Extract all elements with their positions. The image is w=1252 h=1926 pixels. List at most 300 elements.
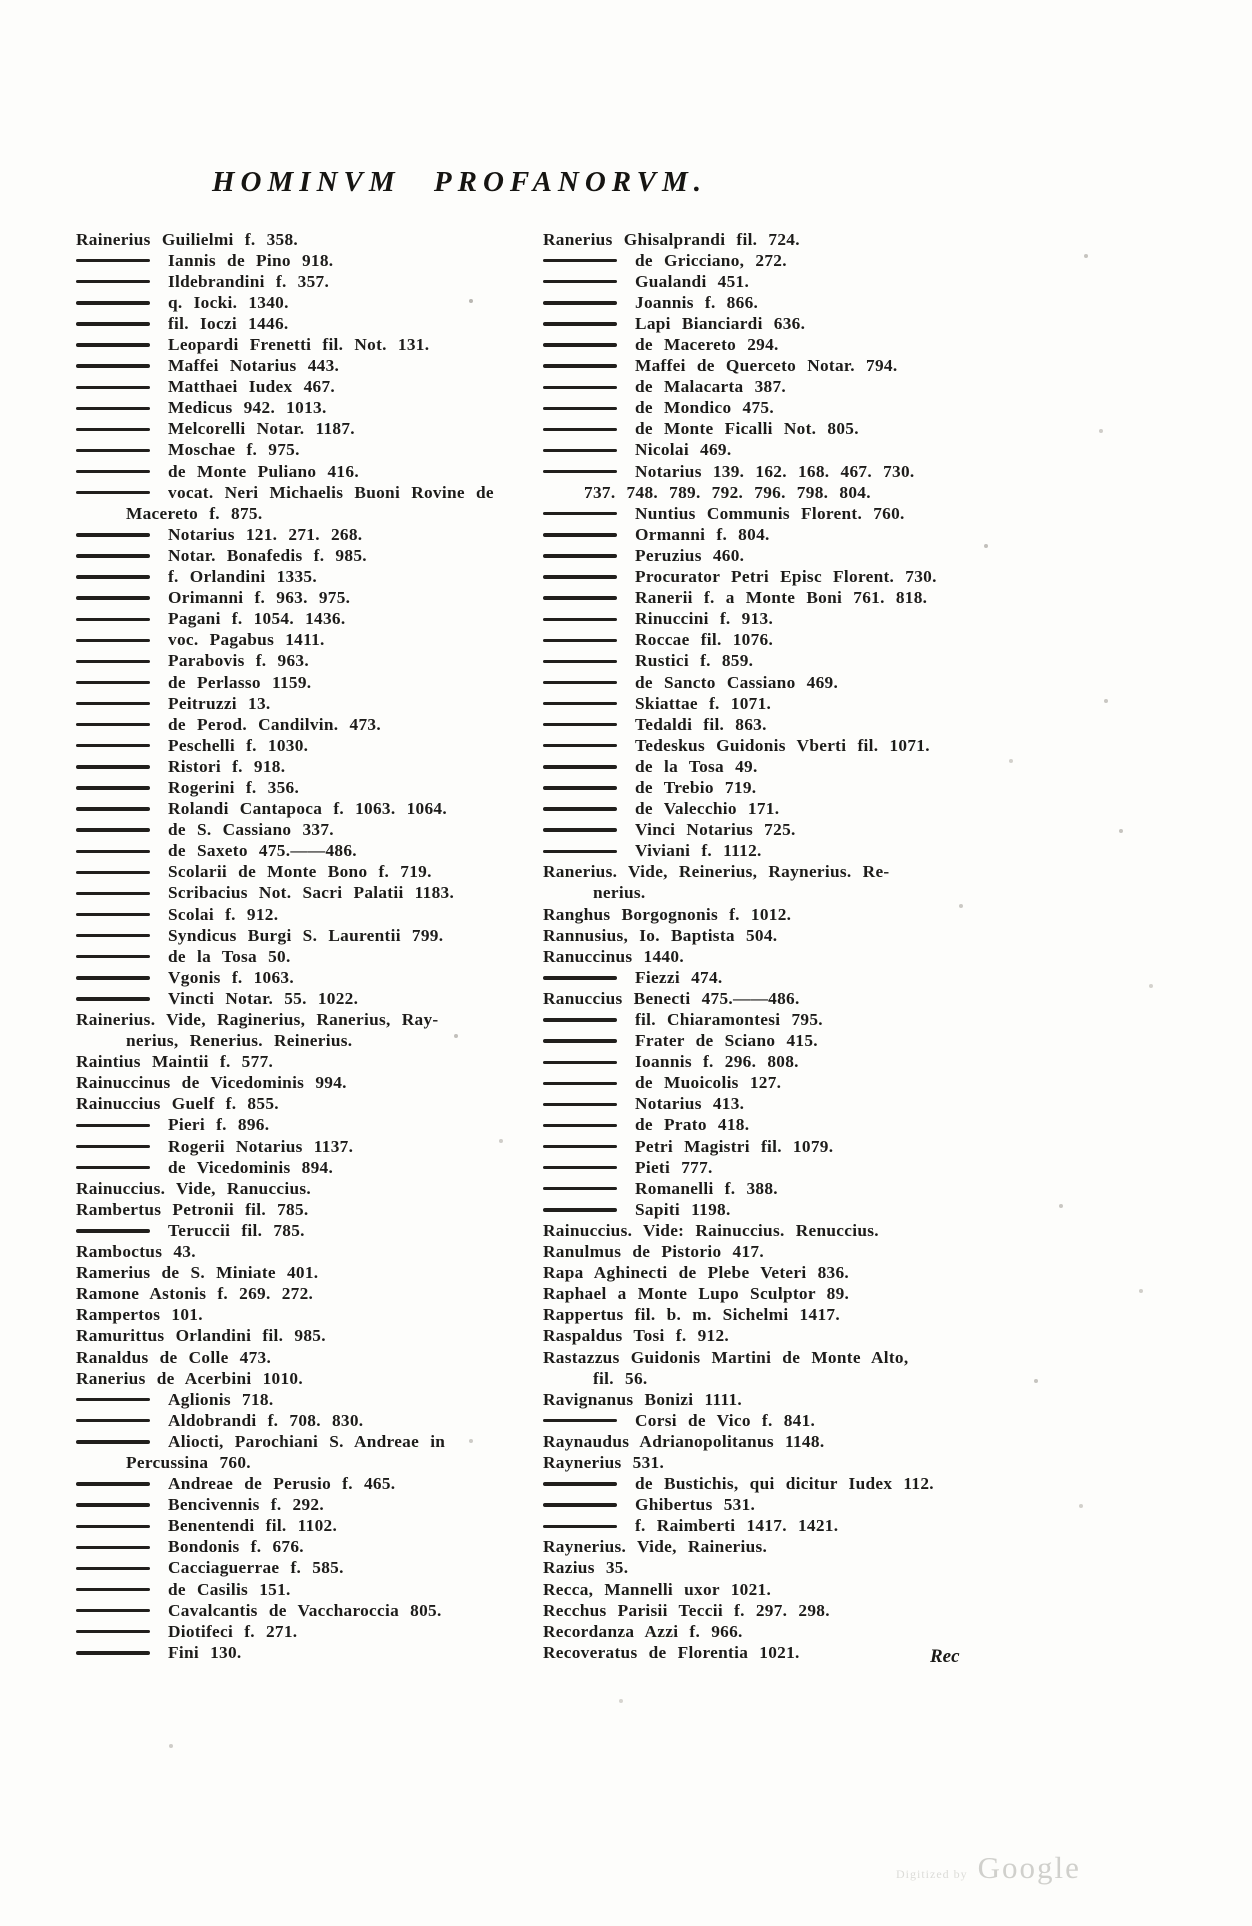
ditto-dash — [76, 639, 150, 642]
entry-text: Aldobrandi f. 708. 830. — [168, 1410, 364, 1430]
entry-text: Bencivennis f. 292. — [168, 1495, 324, 1515]
entry-text: Ioannis f. 296. 808. — [635, 1052, 799, 1072]
entry-text: Ravignanus Bonizi 1111. — [543, 1389, 743, 1409]
ditto-dash — [76, 1588, 150, 1591]
index-entry — [76, 271, 576, 292]
index-entry — [76, 1431, 576, 1452]
ditto-dash — [76, 765, 150, 768]
entry-text: Ramboctus 43. — [76, 1242, 196, 1262]
entry-text: Raintius Maintii f. 577. — [76, 1052, 274, 1072]
entry-text: Peruzius 460. — [635, 545, 745, 565]
ditto-dash — [543, 639, 617, 642]
entry-text: Recca, Mannelli uxor 1021. — [543, 1579, 772, 1599]
entry-text: 737. 748. 789. 792. 796. 798. 804. — [584, 482, 871, 502]
entry-text: Raynerius 531. — [543, 1452, 665, 1472]
index-entry — [543, 1199, 1043, 1220]
entry-text: Rappertus fil. b. m. Sichelmi 1417. — [543, 1305, 840, 1325]
entry-text: Ranuccius Benecti 475.——486. — [543, 988, 800, 1008]
index-entry — [543, 377, 1043, 398]
entry-text: Cavalcantis de Vaccharoccia 805. — [168, 1600, 442, 1620]
ditto-dash — [543, 554, 617, 557]
ditto-dash — [76, 976, 150, 979]
ditto-dash — [76, 913, 150, 916]
ditto-dash — [76, 850, 150, 853]
ditto-dash — [76, 575, 150, 578]
index-column-left — [76, 229, 576, 1663]
entry-text: Rainuccius Guelf f. 855. — [76, 1094, 279, 1114]
entry-text: voc. Pagabus 1411. — [168, 630, 325, 650]
index-entry — [543, 1368, 1043, 1389]
ditto-dash — [76, 1166, 150, 1169]
index-entry — [76, 735, 576, 756]
ditto-dash — [543, 470, 617, 473]
ditto-dash — [76, 386, 150, 389]
entry-text: Ranerius de Acerbini 1010. — [76, 1368, 303, 1388]
entry-text: Ormanni f. 804. — [635, 524, 770, 544]
ditto-dash — [76, 343, 150, 346]
ditto-dash — [76, 744, 150, 747]
entry-text: Skiattae f. 1071. — [635, 693, 772, 713]
entry-text: Cacciaguerrae f. 585. — [168, 1558, 344, 1578]
entry-text: Rastazzus Guidonis Martini de Monte Alto, — [543, 1347, 909, 1367]
index-entry — [76, 1495, 576, 1516]
index-entry — [543, 1263, 1043, 1284]
index-entry — [543, 1284, 1043, 1305]
entry-text: de Bustichis, qui dicitur Iudex 112. — [635, 1474, 934, 1494]
entry-text: Frater de Sciano 415. — [635, 1031, 818, 1051]
index-entry — [76, 1558, 576, 1579]
index-column-right — [543, 229, 1043, 1663]
index-entry — [543, 1009, 1043, 1030]
index-entry — [76, 250, 576, 271]
entry-text: Ramerius de S. Miniate 401. — [76, 1263, 319, 1283]
ditto-dash — [543, 343, 617, 346]
index-entry — [543, 630, 1043, 651]
index-entry — [76, 503, 576, 524]
index-entry — [543, 1242, 1043, 1263]
entry-text: Tedaldi fil. 863. — [635, 714, 767, 734]
index-entry — [76, 672, 576, 693]
index-entry — [543, 1220, 1043, 1241]
entry-text: Orimanni f. 963. 975. — [168, 588, 351, 608]
index-entry — [543, 1600, 1043, 1621]
entry-text: Romanelli f. 388. — [635, 1178, 778, 1198]
index-entry — [76, 1157, 576, 1178]
ditto-dash — [76, 681, 150, 684]
index-entry — [543, 1558, 1043, 1579]
index-entry — [76, 567, 576, 588]
entry-text: Ranuccinus 1440. — [543, 946, 684, 966]
ditto-dash — [543, 322, 617, 325]
index-entry — [543, 419, 1043, 440]
ditto-dash — [76, 449, 150, 452]
index-entry — [76, 1305, 576, 1326]
entry-text: Vincti Notar. 55. 1022. — [168, 988, 359, 1008]
ditto-dash — [543, 1482, 617, 1485]
index-entry — [543, 1157, 1043, 1178]
entry-text: Rampertos 101. — [76, 1305, 203, 1325]
entry-text: Lapi Bianciardi 636. — [635, 313, 806, 333]
ditto-dash — [543, 1018, 617, 1021]
index-entry — [543, 1347, 1043, 1368]
entry-text: Melcorelli Notar. 1187. — [168, 419, 355, 439]
index-entry — [543, 988, 1043, 1009]
entry-text: Nuntius Communis Florent. 760. — [635, 503, 905, 523]
entry-text: Ranerii f. a Monte Boni 761. 818. — [635, 588, 928, 608]
entry-text: Rambertus Petronii fil. 785. — [76, 1199, 309, 1219]
ditto-dash — [76, 702, 150, 705]
index-entry — [76, 1474, 576, 1495]
index-entry — [543, 904, 1043, 925]
ditto-dash — [76, 723, 150, 726]
entry-text: de la Tosa 50. — [168, 946, 291, 966]
google-watermark — [896, 1850, 1081, 1886]
index-entry — [543, 693, 1043, 714]
ditto-dash — [76, 1440, 150, 1443]
ditto-dash — [76, 1145, 150, 1148]
index-entry — [543, 1452, 1043, 1473]
index-entry — [543, 1305, 1043, 1326]
entry-text: Peitruzzi 13. — [168, 693, 271, 713]
entry-text: Bondonis f. 676. — [168, 1537, 304, 1557]
page-title: HOMINVM PROFANORVM. — [212, 166, 707, 198]
entry-text: de Saxeto 475.——486. — [168, 841, 357, 861]
entry-text: Tedeskus Guidonis Vberti fil. 1071. — [635, 735, 930, 755]
entry-text: Rinuccini f. 913. — [635, 609, 774, 629]
entry-text: Ranerius. Vide, Reinerius, Raynerius. Re- — [543, 862, 890, 882]
ditto-dash — [543, 1061, 617, 1064]
index-entry — [76, 799, 576, 820]
scan-noise-specks — [0, 0, 2, 2]
index-entry — [543, 1537, 1043, 1558]
entry-text: de S. Cassiano 337. — [168, 820, 334, 840]
index-entry — [76, 946, 576, 967]
ditto-dash — [543, 259, 617, 262]
entry-text: Moschae f. 975. — [168, 440, 300, 460]
index-entry — [543, 356, 1043, 377]
entry-text: Maffei de Querceto Notar. 794. — [635, 356, 898, 376]
index-entry — [76, 820, 576, 841]
entry-text: de Trebio 719. — [635, 777, 757, 797]
index-entry — [543, 1094, 1043, 1115]
watermark-google-logo: Google — [977, 1850, 1081, 1885]
index-entry — [543, 588, 1043, 609]
ditto-dash — [543, 723, 617, 726]
index-entry — [76, 1642, 576, 1663]
entry-text: Scribacius Not. Sacri Palatii 1183. — [168, 883, 455, 903]
index-entry — [76, 1410, 576, 1431]
index-entry — [543, 841, 1043, 862]
ditto-dash — [543, 660, 617, 663]
entry-text: Roccae fil. 1076. — [635, 630, 774, 650]
ditto-dash — [76, 1546, 150, 1549]
ditto-dash — [543, 512, 617, 515]
entry-text: Corsi de Vico f. 841. — [635, 1410, 816, 1430]
entry-text: Leopardi Frenetti fil. Not. 131. — [168, 335, 430, 355]
index-entry — [543, 440, 1043, 461]
entry-text: f. Raimberti 1417. 1421. — [635, 1516, 839, 1536]
ditto-dash — [76, 1482, 150, 1485]
index-entry — [543, 1115, 1043, 1136]
entry-text: Percussina 760. — [126, 1452, 251, 1472]
entry-text: Pieri f. 896. — [168, 1115, 270, 1135]
index-entry — [543, 672, 1043, 693]
index-entry — [543, 883, 1043, 904]
entry-text: Peschelli f. 1030. — [168, 735, 309, 755]
ditto-dash — [76, 1609, 150, 1612]
ditto-dash — [76, 1651, 150, 1654]
entry-text: Petri Magistri fil. 1079. — [635, 1136, 834, 1156]
ditto-dash — [543, 1419, 617, 1422]
entry-text: Rapa Aghinecti de Plebe Veteri 836. — [543, 1263, 850, 1283]
index-entry — [76, 1178, 576, 1199]
index-entry — [76, 1220, 576, 1241]
entry-text: fil. 56. — [593, 1368, 648, 1388]
index-entry — [76, 1368, 576, 1389]
ditto-dash — [543, 786, 617, 789]
index-entry — [543, 925, 1043, 946]
index-entry — [543, 946, 1043, 967]
index-entry — [76, 651, 576, 672]
index-entry — [76, 609, 576, 630]
index-entry — [543, 1621, 1043, 1642]
ditto-dash — [543, 744, 617, 747]
ditto-dash — [543, 765, 617, 768]
ditto-dash — [543, 386, 617, 389]
entry-text: Rainuccius. Vide: Rainuccius. Renuccius. — [543, 1220, 879, 1240]
index-entry — [543, 1073, 1043, 1094]
entry-text: Pagani f. 1054. 1436. — [168, 609, 346, 629]
ditto-dash — [76, 280, 150, 283]
entry-text: Rainuccinus de Vicedominis 994. — [76, 1073, 347, 1093]
entry-text: Viviani f. 1112. — [635, 841, 762, 861]
ditto-dash — [543, 1039, 617, 1042]
entry-text: Notarius 413. — [635, 1094, 745, 1114]
index-entry — [76, 1242, 576, 1263]
ditto-dash — [543, 1208, 617, 1211]
ditto-dash — [543, 807, 617, 810]
ditto-dash — [76, 807, 150, 810]
index-entry — [76, 1073, 576, 1094]
index-entry — [543, 735, 1043, 756]
index-entry — [543, 545, 1043, 566]
ditto-dash — [543, 407, 617, 410]
ditto-dash — [543, 533, 617, 536]
entry-text: Ranulmus de Pistorio 417. — [543, 1242, 764, 1262]
entry-text: Andreae de Perusio f. 465. — [168, 1474, 396, 1494]
ditto-dash — [76, 1124, 150, 1127]
index-entry — [76, 1115, 576, 1136]
entry-text: Rogerini f. 356. — [168, 777, 300, 797]
index-entry — [76, 334, 576, 355]
index-entry — [76, 461, 576, 482]
ditto-dash — [76, 1525, 150, 1528]
index-entry — [543, 1495, 1043, 1516]
index-entry — [543, 334, 1043, 355]
entry-text: Notarius 121. 271. 268. — [168, 524, 363, 544]
index-entry — [76, 588, 576, 609]
ditto-dash — [76, 828, 150, 831]
entry-text: Rainuccius. Vide, Ranuccius. — [76, 1178, 312, 1198]
ditto-dash — [543, 850, 617, 853]
index-entry — [76, 862, 576, 883]
index-entry — [76, 1199, 576, 1220]
entry-text: de Monte Puliano 416. — [168, 461, 359, 481]
entry-text: Vgonis f. 1063. — [168, 967, 294, 987]
entry-text: Scolai f. 912. — [168, 904, 279, 924]
ditto-dash — [76, 934, 150, 937]
index-entry — [76, 1326, 576, 1347]
index-entry — [543, 398, 1043, 419]
entry-text: Ristori f. 918. — [168, 756, 286, 776]
ditto-dash — [76, 301, 150, 304]
ditto-dash — [76, 554, 150, 557]
ditto-dash — [543, 1082, 617, 1085]
entry-text: de Mondico 475. — [635, 398, 774, 418]
ditto-dash — [543, 702, 617, 705]
index-entry — [543, 1136, 1043, 1157]
entry-text: Ranaldus de Colle 473. — [76, 1347, 272, 1367]
index-entry — [543, 1431, 1043, 1452]
ditto-dash — [543, 1124, 617, 1127]
ditto-dash — [76, 660, 150, 663]
entry-text: Sapiti 1198. — [635, 1199, 731, 1219]
entry-text: nerius. — [593, 883, 646, 903]
index-entry — [543, 313, 1043, 334]
entry-text: Ildebrandini f. 357. — [168, 271, 330, 291]
index-entry — [76, 292, 576, 313]
index-entry — [543, 482, 1043, 503]
ditto-dash — [543, 449, 617, 452]
entry-text: Syndicus Burgi S. Laurentii 799. — [168, 925, 444, 945]
entry-text: Notarius 139. 162. 168. 467. 730. — [635, 461, 915, 481]
index-entry — [543, 1516, 1043, 1537]
index-entry — [543, 1642, 1043, 1663]
index-entry — [76, 545, 576, 566]
index-entry — [543, 609, 1043, 630]
index-entry — [76, 419, 576, 440]
ditto-dash — [76, 596, 150, 599]
entry-text: Teruccii fil. 785. — [168, 1220, 305, 1240]
ditto-dash — [543, 976, 617, 979]
entry-text: fil. Chiaramontesi 795. — [635, 1010, 823, 1030]
entry-text: de Vicedominis 894. — [168, 1157, 334, 1177]
index-entry — [76, 1031, 576, 1052]
entry-text: Raynerius. Vide, Rainerius. — [543, 1537, 768, 1557]
index-entry — [76, 1263, 576, 1284]
index-entry — [76, 693, 576, 714]
index-entry — [76, 1452, 576, 1473]
entry-text: Ramurittus Orlandini fil. 985. — [76, 1326, 326, 1346]
index-entry — [543, 862, 1043, 883]
index-entry — [76, 883, 576, 904]
index-entry — [76, 714, 576, 735]
ditto-dash — [543, 575, 617, 578]
index-entry — [543, 1474, 1043, 1495]
entry-text: Raphael a Monte Lupo Sculptor 89. — [543, 1284, 850, 1304]
index-entry — [76, 1009, 576, 1030]
ditto-dash — [76, 1398, 150, 1401]
entry-text: Benentendi fil. 1102. — [168, 1516, 338, 1536]
entry-text: Maffei Notarius 443. — [168, 356, 340, 376]
index-entry — [543, 1178, 1043, 1199]
index-entry — [76, 356, 576, 377]
entry-text: Macereto f. 875. — [126, 503, 263, 523]
ditto-dash — [543, 1145, 617, 1148]
index-entry — [76, 482, 576, 503]
entry-text: Vinci Notarius 725. — [635, 820, 796, 840]
entry-text: Rolandi Cantapoca f. 1063. 1064. — [168, 799, 447, 819]
index-entry — [543, 503, 1043, 524]
ditto-dash — [543, 280, 617, 283]
entry-text: Fini 130. — [168, 1642, 242, 1662]
ditto-dash — [76, 533, 150, 536]
entry-text: f. Orlandini 1335. — [168, 567, 317, 587]
index-entry — [543, 250, 1043, 271]
entry-text: de Perod. Candilvin. 473. — [168, 714, 381, 734]
entry-text: Medicus 942. 1013. — [168, 398, 327, 418]
index-entry — [76, 1136, 576, 1157]
index-entry — [543, 651, 1043, 672]
index-entry — [76, 398, 576, 419]
index-entry — [76, 377, 576, 398]
entry-text: Matthaei Iudex 467. — [168, 377, 336, 397]
index-entry — [543, 524, 1043, 545]
entry-text: de la Tosa 49. — [635, 756, 758, 776]
index-entry — [76, 1579, 576, 1600]
entry-text: de Perlasso 1159. — [168, 672, 312, 692]
entry-text: Rogerii Notarius 1137. — [168, 1136, 354, 1156]
entry-text: de Macereto 294. — [635, 335, 779, 355]
entry-text: Notar. Bonafedis f. 985. — [168, 545, 367, 565]
entry-text: Ranerius Ghisalprandi fil. 724. — [543, 229, 800, 249]
ditto-dash — [543, 1103, 617, 1106]
ditto-dash — [76, 491, 150, 494]
entry-text: Procurator Petri Episc Florent. 730. — [635, 567, 937, 587]
index-entry — [76, 1284, 576, 1305]
index-entry — [76, 313, 576, 334]
index-entry — [543, 1410, 1043, 1431]
ditto-dash — [76, 1630, 150, 1633]
entry-text: Aliocti, Parochiani S. Andreae in — [168, 1431, 446, 1451]
index-entry — [543, 1326, 1043, 1347]
ditto-dash — [543, 1503, 617, 1506]
index-entry — [543, 756, 1043, 777]
index-entry — [76, 1347, 576, 1368]
watermark-digitized-label: Digitized by — [896, 1867, 968, 1881]
ditto-dash — [76, 871, 150, 874]
index-entry — [76, 1600, 576, 1621]
index-entry — [543, 777, 1043, 798]
index-entry — [543, 461, 1043, 482]
ditto-dash — [76, 618, 150, 621]
index-entry — [543, 292, 1043, 313]
index-entry — [76, 925, 576, 946]
index-entry — [76, 841, 576, 862]
entry-text: Razius 35. — [543, 1558, 629, 1578]
ditto-dash — [76, 1229, 150, 1232]
ditto-dash — [543, 1166, 617, 1169]
entry-text: q. Iocki. 1340. — [168, 292, 289, 312]
index-entry — [76, 1389, 576, 1410]
ditto-dash — [76, 259, 150, 262]
index-entry — [76, 1052, 576, 1073]
entry-text: de Valecchio 171. — [635, 799, 780, 819]
index-entry — [543, 1579, 1043, 1600]
index-entry — [543, 567, 1043, 588]
entry-text: Raynaudus Adrianopolitanus 1148. — [543, 1431, 825, 1451]
index-entry — [543, 799, 1043, 820]
